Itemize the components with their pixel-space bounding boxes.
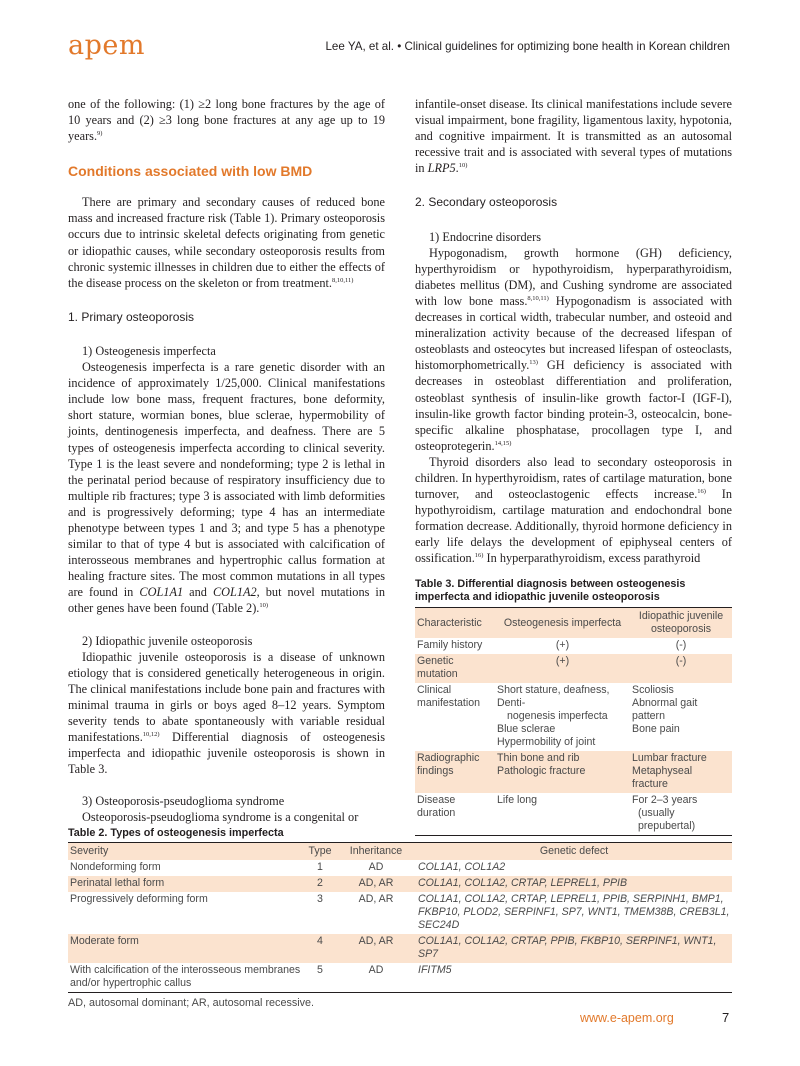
table-2-header-type: Type	[304, 843, 336, 861]
table-cell: Nondeforming form	[70, 861, 161, 873]
table-cell: 2	[304, 876, 336, 892]
table-cell: (-)	[675, 639, 687, 651]
paragraph-causes: There are primary and secondary causes of reduced bone mass and increased fracture risk (Table 1). Primary osteoporosis occurs due to intrinsic skeletal defects originating from genetic or idiopathic causes, while secondary osteoporosis results from chronic systemic illnesses in children due to either the effects of the disease process on the skeleton or from treatment.$^{8,10,11)}$	[68, 195, 385, 290]
table-cell: Moderate form	[68, 934, 304, 963]
table-2	[68, 827, 732, 1009]
table-row	[68, 934, 732, 963]
table-row	[415, 654, 732, 683]
table-cell: IFITM5	[418, 964, 452, 976]
table-row	[68, 876, 732, 892]
heading-endocrine-disorders: 1) Endocrine disorders	[429, 229, 542, 244]
paragraph-continued: infantile-onset disease. Its clinical manifestations include severe visual impairment, bone fragility, ligamentous laxity, hypotonia, and cognitive impairment. It is transmitted as an autosomal recessive trait and is associated with several types of mutations in LRP5.$^{10)}$	[415, 97, 732, 176]
section-heading-conditions: Conditions associated with low BMD	[68, 163, 313, 180]
table-cell: Clinical manifestation	[417, 684, 481, 709]
table-cell: (-)	[630, 654, 732, 683]
table-row	[68, 963, 732, 993]
table-cell: AD, AR	[336, 876, 416, 892]
table-3	[415, 578, 732, 836]
table-cell: Scoliosis Abnormal gait pattern Bone pain	[632, 684, 698, 735]
table-cell: AD	[368, 964, 384, 976]
table-cell: AD, AR	[358, 893, 394, 905]
paragraph-idiopathic-juvenile-osteoporosis: Idiopathic juvenile osteoporosis is a disease of unknown etiology that is considered genetically heterogeneous in origin. The clinical manifestations include bone pain and fractures with minimal trauma in girls or boys aged 8–12 years. Symptom severity tends to abate spontaneously with variable residual manifestations.$^{10,12)}$ Differential diagnosis of osteogenesis imperfecta and idiopathic juvenile osteoporosis is shown in Table 3.	[68, 649, 385, 777]
table-cell: Perinatal lethal form	[68, 876, 304, 892]
table-cell: 1	[317, 861, 323, 873]
table-cell: 3	[317, 893, 323, 905]
paragraph-intro: one of the following: (1) ≥2 long bone fractures by the age of 10 years and (2) ≥3 long bone fractures at any age up to 19 years.$^{9)}$	[68, 97, 385, 144]
paragraph-osteoporosis-pseudoglioma: Osteoporosis-pseudoglioma syndrome is a congenital or	[82, 810, 359, 825]
table-cell: AD	[368, 861, 384, 873]
table-cell: COL1A1, COL1A2, CRTAP, LEPREL1, PPIB	[416, 876, 732, 892]
table-cell: 4	[304, 934, 336, 963]
subsection-heading-primary: 1. Primary osteoporosis	[68, 309, 195, 324]
heading-idiopathic-juvenile-osteoporosis: 2) Idiopathic juvenile osteoporosis	[82, 633, 253, 648]
right-column	[415, 96, 732, 567]
subsection-heading-secondary: 2. Secondary osteoporosis	[415, 195, 558, 210]
paragraph-thyroid: Thyroid disorders also lead to secondary osteoporosis in children. In hyperthyroidism, rates of cartilage maturation, bone turnover, and osteoclastogenic effects increase.$^{16)}$ In hypothyroidism, cartilage maturation and endochondral bone formation decrease. Additionally, thyroid hormone deficiency in early life delays the development of epiphyseal centers of ossification.$^{16)}$ In hyperparathyroidism, excess parathyroid	[415, 454, 732, 566]
table-cell: AD, AR	[336, 934, 416, 963]
paragraph-endocrine: Hypogonadism, growth hormone (GH) deficiency, hyperthyroidism or hypothyroidism, hyperparathyroidism, diabetes mellitus (DM), and Cushing syndrome are associated with low bone mass.$^{8,10,11)}$ Hypogonadism is associated with decreases in cortical width, trabecular number, and osteoid and mineralization activity because of the decreased lifespan of osteoblasts and osteocytes but increased lifespan of osteoclasts, histomorphometrically.$^{13)}$ GH deficiency is associated with decreases in osteoblast differentiation and proliferation, osteoblast synthesis of insulin-like growth factor-I (IGF-I), insulin-like growth factor binding protein-3, osteocalcin, bone-specific alkaline phosphatase, procollagen type I, and osteoprotegerin.$^{14,15)}$	[415, 245, 732, 453]
table-2-grid	[68, 842, 732, 993]
table-2-header-inheritance: Inheritance	[336, 843, 416, 861]
table-cell: Genetic mutation	[415, 654, 495, 683]
table-3-caption: Table 3. Differential diagnosis between osteogenesis imperfecta and idiopathic juvenile osteoporosis	[415, 578, 686, 603]
running-head: Lee YA, et al. • Clinical guidelines for optimizing bone health in Korean children	[325, 40, 730, 53]
table-cell: With calcification of the interosseous membranes and/or hypertrophic callus	[70, 964, 301, 989]
table-cell: Disease duration	[417, 794, 456, 819]
table-3-header-characteristic: Characteristic	[415, 608, 495, 639]
table-2-caption: Table 2. Types of osteogenesis imperfecta	[68, 827, 284, 839]
table-cell: COL1A1, COL1A2	[418, 861, 506, 873]
table-3-header-ijo: Idiopathic juvenile osteoporosis	[630, 608, 732, 639]
table-cell: (+)	[555, 639, 570, 651]
table-cell: Lumbar fracture Metaphyseal fracture	[630, 751, 732, 793]
table-row	[68, 892, 732, 934]
table-cell: Life long	[497, 794, 538, 806]
table-cell: For 2–3 years (usually prepubertal)	[632, 794, 698, 832]
table-2-header-genetic-defect: Genetic defect	[416, 843, 732, 861]
table-cell: Thin bone and rib Pathologic fracture	[495, 751, 630, 793]
paragraph-osteogenesis-imperfecta: Osteogenesis imperfecta is a rare genetic disorder with an incidence of approximately 1/25,000. Clinical manifestations include low bone mass, frequent fractures, bone deformity, short stature, wormian bones, blue sclerae, hypermobility of joints, dentinogenesis imperfecta, and deafness. There are 5 types of osteogenesis imperfecta according to clinical severity. Type 1 is the least severe and nondeforming; type 2 is lethal in the perinatal period because of respiratory insufficiency due to multiple rib fractures; type 3 is associated with limb deformities and is progressively deforming; type 4 has an intermediate phenotype between types 1 and 3; and type 5 has a phenotype similar to that of type 4 but is associated with calcification of interosseous membranes and hypertrophic callus formation at healing fracture sites. The most common mutations in all types are found in COL1A1 and COL1A2, but novel mutations in other genes have been found (Table 2).$^{10)}$	[68, 360, 385, 616]
table-cell: 5	[317, 964, 323, 976]
table-row	[415, 638, 732, 654]
left-column	[68, 96, 385, 826]
table-cell: (+)	[495, 654, 630, 683]
table-3-header-oi: Osteogenesis imperfecta	[495, 608, 630, 639]
table-cell: Radiographic findings	[415, 751, 495, 793]
table-3-grid	[415, 607, 732, 836]
page-number: 7	[722, 1010, 730, 1025]
journal-url-link[interactable]: www.e-apem.org	[580, 1011, 674, 1025]
table-row	[68, 860, 732, 876]
table-cell: Progressively deforming form	[70, 893, 208, 905]
table-row	[415, 683, 732, 751]
table-cell: COL1A1, COL1A2, CRTAP, LEPREL1, PPIB, SERPINH1, BMP1, FKBP10, PLOD2, SERPINF1, SP7, WNT1, TMEM38B, CREB3L1, SEC24D	[418, 893, 730, 931]
table-row	[415, 751, 732, 793]
table-cell: Short stature, deafness, Denti- nogenesis imperfecta Blue sclerae Hypermobility of joint	[497, 684, 610, 748]
heading-osteogenesis-imperfecta: 1) Osteogenesis imperfecta	[82, 343, 216, 358]
heading-osteoporosis-pseudoglioma: 3) Osteoporosis-pseudoglioma syndrome	[82, 794, 285, 809]
journal-logo: apem	[68, 30, 145, 61]
table-cell: Family history	[417, 639, 483, 651]
table-cell: COL1A1, COL1A2, CRTAP, PPIB, FKBP10, SERPINF1, WNT1, SP7	[416, 934, 732, 963]
table-2-header-severity: Severity	[68, 843, 304, 861]
table-2-footnote: AD, autosomal dominant; AR, autosomal recessive.	[68, 997, 315, 1009]
